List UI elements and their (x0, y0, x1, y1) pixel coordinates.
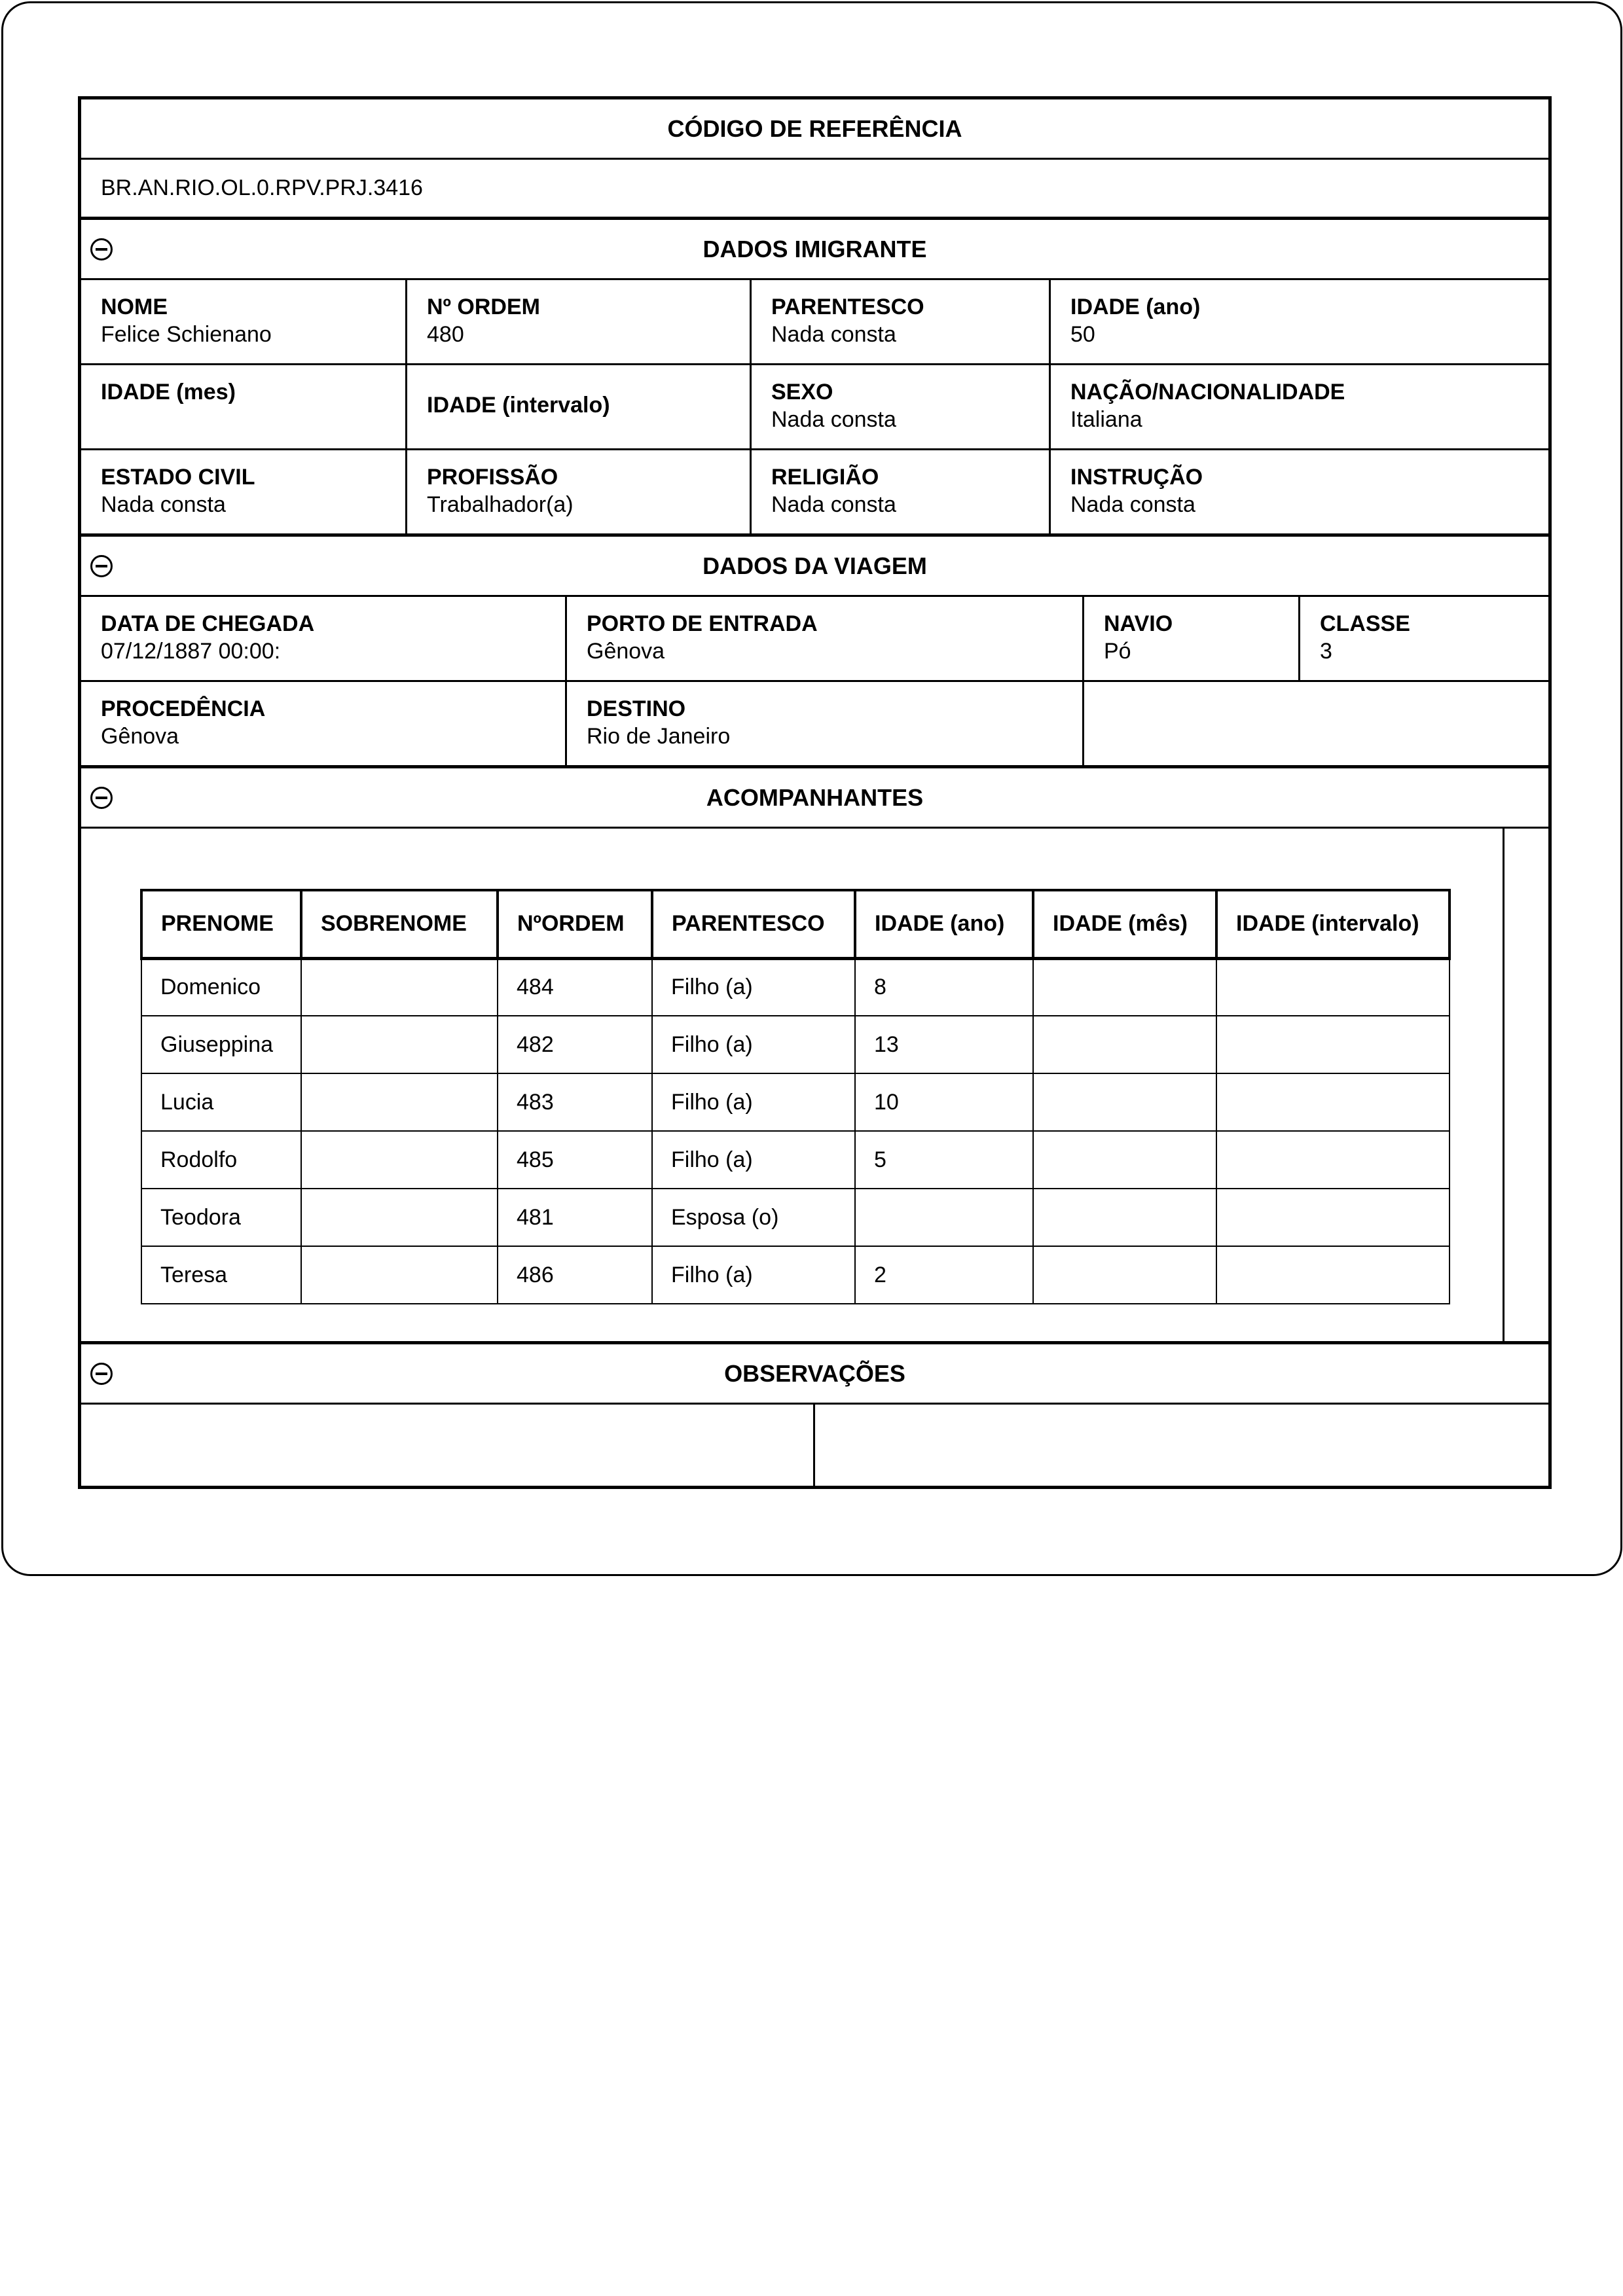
field-value: Italiana (1070, 407, 1142, 432)
cell-parentesco: Filho (a) (652, 1246, 855, 1304)
field-data-chegada (81, 597, 567, 682)
cell-idade-mes (1033, 1189, 1216, 1246)
table-row[interactable] (141, 1073, 1450, 1131)
field-parentesco (752, 280, 1051, 365)
cell-idade-ano: 8 (855, 958, 1033, 1016)
field-classe (1300, 597, 1548, 682)
field-label: PARENTESCO (771, 295, 924, 319)
field-label: IDADE (mes) (101, 380, 236, 404)
cell-sobrenome (301, 958, 498, 1016)
immigrant-fields (81, 280, 1548, 537)
table-row[interactable] (141, 1246, 1450, 1304)
cell-idade-mes (1033, 1016, 1216, 1073)
field-value: Nada consta (771, 322, 896, 347)
section-companions-header[interactable] (81, 768, 1548, 829)
cell-idade-mes (1033, 1246, 1216, 1304)
table-row[interactable] (141, 1131, 1450, 1189)
cell-sobrenome (301, 1246, 498, 1304)
field-label: RELIGIÃO (771, 465, 879, 490)
cell-idade-intervalo (1216, 1246, 1450, 1304)
cell-idade-intervalo (1216, 958, 1450, 1016)
cell-parentesco: Filho (a) (652, 958, 855, 1016)
field-value: Gênova (587, 639, 665, 664)
cell-prenome: Teodora (141, 1189, 301, 1246)
observations-fields (81, 1405, 1548, 1486)
field-profissao (407, 450, 752, 537)
section-trip-title: DADOS DA VIAGEM (702, 552, 927, 579)
cell-idade-intervalo (1216, 1016, 1450, 1073)
field-sexo (752, 365, 1051, 450)
cell-ordem: 482 (498, 1016, 652, 1073)
cell-prenome: Domenico (141, 958, 301, 1016)
companions-table (140, 889, 1451, 1304)
column-header[interactable]: IDADE (ano) (855, 890, 1033, 958)
cell-prenome: Rodolfo (141, 1131, 301, 1189)
field-label: NOME (101, 295, 168, 319)
field-idade-ano (1051, 280, 1548, 365)
companions-panel (81, 827, 1548, 1344)
field-destino (567, 682, 1084, 768)
field-value: Pó (1104, 639, 1131, 664)
cell-sobrenome (301, 1189, 498, 1246)
field-empty (1084, 682, 1548, 768)
trip-fields (81, 597, 1548, 768)
field-nacionalidade (1051, 365, 1548, 450)
column-header[interactable]: IDADE (intervalo) (1216, 890, 1450, 958)
field-instrucao (1051, 450, 1548, 537)
cell-idade-ano: 10 (855, 1073, 1033, 1131)
field-religiao (752, 450, 1051, 537)
immigrant-record (78, 96, 1552, 1489)
cell-prenome: Teresa (141, 1246, 301, 1304)
reference-row (81, 160, 1548, 220)
section-companions-title: ACOMPANHANTES (706, 783, 924, 811)
cell-sobrenome (301, 1073, 498, 1131)
field-value: Nada consta (771, 492, 896, 517)
reference-code: BR.AN.RIO.OL.0.RPV.PRJ.3416 (101, 175, 423, 200)
cell-parentesco: Filho (a) (652, 1131, 855, 1189)
cell-idade-intervalo (1216, 1073, 1450, 1131)
cell-idade-mes (1033, 1131, 1216, 1189)
cell-ordem: 485 (498, 1131, 652, 1189)
field-value: Nada consta (1070, 492, 1195, 517)
reference-header (81, 99, 1548, 160)
field-value: Trabalhador(a) (427, 492, 574, 517)
reference-title: CÓDIGO DE REFERÊNCIA (667, 115, 962, 142)
field-value: Felice Schienano (101, 322, 272, 347)
field-label: DESTINO (587, 696, 686, 721)
field-label: NAVIO (1104, 611, 1173, 636)
cell-idade-mes (1033, 1073, 1216, 1131)
field-ordem (407, 280, 752, 365)
cell-idade-mes (1033, 958, 1216, 1016)
section-immigrant-title: DADOS IMIGRANTE (702, 235, 927, 262)
section-trip-header[interactable] (81, 537, 1548, 597)
field-value: 07/12/1887 00:00: (101, 639, 281, 664)
cell-idade-ano (855, 1189, 1033, 1246)
field-value: Rio de Janeiro (587, 724, 731, 749)
table-row[interactable] (141, 1189, 1450, 1246)
column-header[interactable]: IDADE (mês) (1033, 890, 1216, 958)
field-label: CLASSE (1320, 611, 1410, 636)
field-value: Gênova (101, 724, 179, 749)
field-value: Nada consta (771, 407, 896, 432)
field-label: ESTADO CIVIL (101, 465, 255, 490)
field-label: IDADE (ano) (1070, 295, 1201, 319)
field-label: PROFISSÃO (427, 465, 558, 490)
field-value: Nada consta (101, 492, 226, 517)
column-header[interactable]: SOBRENOME (301, 890, 498, 958)
field-label: NAÇÃO/NACIONALIDADE (1070, 380, 1345, 404)
field-label: INSTRUÇÃO (1070, 465, 1203, 490)
field-value: 50 (1070, 322, 1095, 347)
cell-ordem: 483 (498, 1073, 652, 1131)
column-header[interactable]: NºORDEM (498, 890, 652, 958)
cell-parentesco: Esposa (o) (652, 1189, 855, 1246)
cell-prenome: Giuseppina (141, 1016, 301, 1073)
field-label: Nº ORDEM (427, 295, 540, 319)
observation-right (815, 1405, 1548, 1486)
field-estado-civil (81, 450, 407, 537)
section-observations-header[interactable] (81, 1344, 1548, 1405)
cell-ordem: 481 (498, 1189, 652, 1246)
section-immigrant-header[interactable] (81, 220, 1548, 280)
table-row[interactable] (141, 958, 1450, 1016)
cell-idade-ano: 5 (855, 1131, 1033, 1189)
cell-idade-intervalo (1216, 1131, 1450, 1189)
field-idade-intervalo (407, 365, 752, 450)
cell-sobrenome (301, 1016, 498, 1073)
cell-ordem: 484 (498, 958, 652, 1016)
field-label: IDADE (intervalo) (427, 393, 610, 418)
field-value: 480 (427, 322, 464, 347)
cell-idade-ano: 2 (855, 1246, 1033, 1304)
cell-parentesco: Filho (a) (652, 1073, 855, 1131)
column-header[interactable]: PRENOME (141, 890, 301, 958)
field-label: PROCEDÊNCIA (101, 696, 266, 721)
cell-idade-intervalo (1216, 1189, 1450, 1246)
field-label: PORTO DE ENTRADA (587, 611, 818, 636)
field-label: SEXO (771, 380, 833, 404)
field-nome (81, 280, 407, 365)
field-value: 3 (1320, 639, 1332, 664)
field-procedencia (81, 682, 567, 768)
cell-idade-ano: 13 (855, 1016, 1033, 1073)
column-header[interactable]: PARENTESCO (652, 890, 855, 958)
table-header-row (141, 890, 1450, 958)
observation-left (81, 1405, 815, 1486)
cell-parentesco: Filho (a) (652, 1016, 855, 1073)
field-navio (1084, 597, 1300, 682)
vertical-scrollbar[interactable] (1503, 827, 1548, 1341)
field-idade-mes (81, 365, 407, 450)
section-observations-title: OBSERVAÇÕES (724, 1359, 905, 1387)
table-row[interactable] (141, 1016, 1450, 1073)
cell-ordem: 486 (498, 1246, 652, 1304)
cell-prenome: Lucia (141, 1073, 301, 1131)
page-frame (1, 1, 1622, 1576)
field-label: DATA DE CHEGADA (101, 611, 315, 636)
cell-sobrenome (301, 1131, 498, 1189)
field-porto-entrada (567, 597, 1084, 682)
